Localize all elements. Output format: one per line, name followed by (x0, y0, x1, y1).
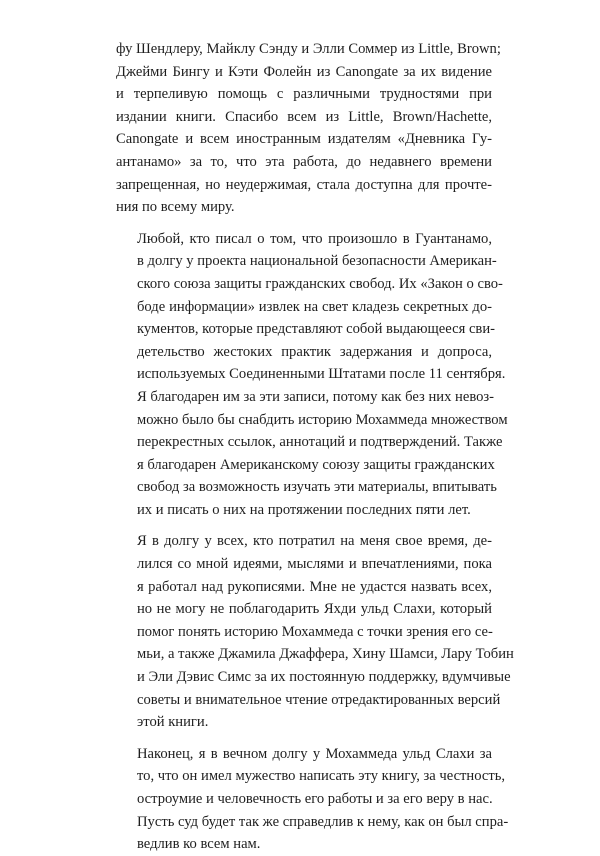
text-line: в долгу у проекта национальной безопасности Американ- (137, 253, 497, 270)
text-line: антанамо» за то, что эта работа, до недавнего времени (116, 153, 492, 170)
text-line: перекрестных ссылок, аннотаций и подтверждений. Также (137, 434, 503, 451)
paragraph-4 (116, 743, 509, 856)
text-line: мьи, а также Джамила Джаффера, Хину Шамси, Лару Тобин (137, 646, 514, 663)
text-line: детельство жестоких практик задержания и допроса, (137, 343, 492, 360)
text-line: используемых Соединенными Штатами после 11 сентября. (137, 366, 506, 383)
text-line: Я благодарен им за эти записи, потому как без них невоз- (137, 388, 495, 405)
text-line: издании книги. Спасибо всем из Little, Brown/Hachette, (116, 108, 492, 125)
text-line: Любой, кто писал о том, что произошло в Гуантанамо, (137, 230, 492, 247)
text-line: ского союза защиты гражданских свобод. Их «Закон о сво- (137, 275, 503, 292)
text-line: и Эли Дэвис Симс за их постоянную поддержку, вдумчивые (137, 669, 511, 686)
text-line: боде информации» извлек на свет кладезь секретных до- (137, 298, 492, 315)
paragraph-3 (116, 530, 514, 733)
text-line: Я в долгу у всех, кто потратил на меня свое время, де- (137, 533, 492, 550)
text-line: Canongate и всем иностранным издателям «Дневника Гу- (116, 131, 492, 148)
text-line: Наконец, я в вечном долгу у Мохаммеда ульд Слахи за (137, 745, 492, 762)
text-line: я благодарен Американскому союзу защиты гражданских (137, 456, 495, 473)
text-line: фу Шендлеру, Майклу Сэнду и Элли Соммер из Little, Brown; (116, 41, 501, 57)
text-line: свобод за возможность изучать эти материалы, впитывать (137, 479, 497, 496)
text-line: но не могу не поблагодарить Яхди ульд Слахи, который (137, 601, 492, 618)
text-line: советы и внимательное чтение отредактированных версий (137, 691, 501, 708)
text-line: Джейми Бингу и Кэти Фолейн из Canongate за их видение (116, 63, 492, 80)
text-line: лился со мной идеями, мыслями и впечатлениями, пока (137, 556, 492, 573)
text-line: ведлив ко всем нам. (137, 836, 261, 853)
text-line: можно было бы снабдить историю Мохаммеда множеством (137, 411, 508, 428)
text-line: Пусть суд будет так же справедлив к нему, как он был спра- (137, 813, 509, 830)
text-line: я работал над рукописями. Мне не удастся назвать всех, (137, 578, 492, 595)
paragraph-1 (116, 38, 501, 219)
text-line: этой книги. (137, 714, 209, 731)
text-line: и терпеливую помощь с различными трудностями при (116, 86, 492, 103)
text-line: ния по всему миру. (116, 199, 235, 216)
text-line: запрещенная, но неудержимая, стала доступна для прочте- (116, 176, 492, 193)
text-line: остроумие и человечность его работы и за его веру в нас. (137, 791, 493, 807)
text-line: кументов, которые представляют собой выдающееся сви- (137, 321, 495, 338)
paragraph-2 (116, 228, 508, 522)
text-line: помог понять историю Мохаммеда с точки зрения его се- (137, 623, 493, 640)
text-line: их и писать о них на протяжении последних пяти лет. (137, 501, 471, 518)
text-line: то, что он имел мужество написать эту книгу, за честность, (137, 768, 506, 785)
page-text (116, 38, 514, 856)
